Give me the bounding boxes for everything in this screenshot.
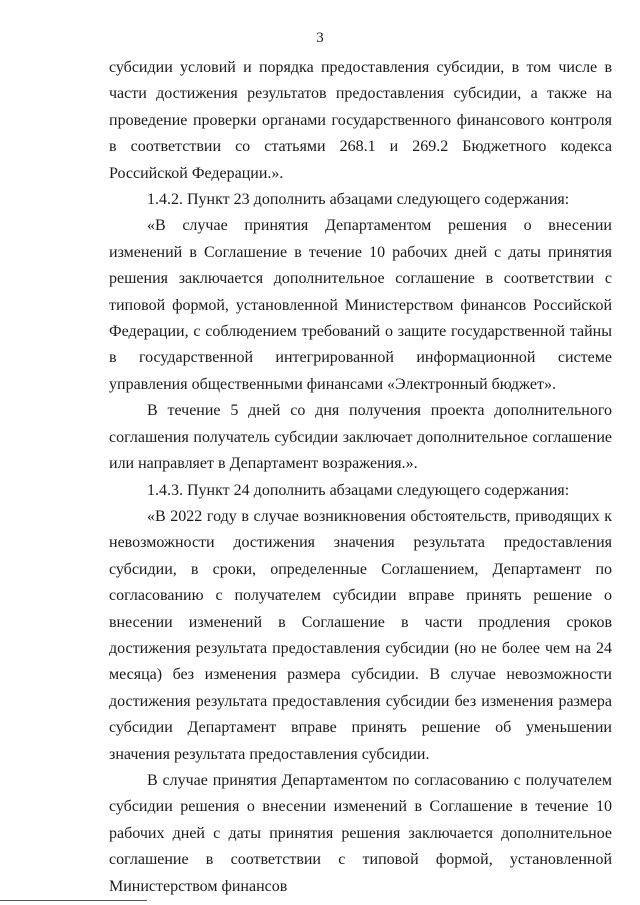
paragraph-clause-23-response: В течение 5 дней со дня получения проекта дополнительного соглашения получатель субсидии заключает дополнительное соглашение или направляет в Департамент возражения.». <box>109 402 612 473</box>
document-body <box>109 55 612 900</box>
footer-divider <box>0 900 147 901</box>
paragraph-quote-clause-23: «В случае принятия Департаментом решения о внесении изменений в Соглашение в течение 10 рабочих дней с даты принятия решения заключается дополнительное соглашение в соответствии с типовой формой, установленной Министерством финансов Российской Федерации, с соблюдением требований о защите государственной тайны в государственной интегрированной информационной системе управления общественными финансами «Электронный бюджет». <box>109 217 612 393</box>
page-number: 3 <box>316 30 324 46</box>
paragraph-item-1-4-3: 1.4.3. Пункт 24 дополнить абзацами следующего содержания: <box>147 481 570 499</box>
paragraph-quote-clause-24: «В 2022 году в случае возникновения обстоятельств, приводящих к невозможности достижения значения результата предоставления субсидии, в сроки, определенные Соглашением, Департамент по согласованию с получателем субсидии вправе принять решение о внесении изменений в Соглашение в части продления сроков достижения результата предоставления субсидии (но не более чем на 24 месяца) без изменения размера субсидии. В случае невозможности достижения результата предоставления субсидии без изменения размера субсидии Департамент вправе принять решение об уменьшении значения результата предоставления субсидии. <box>109 507 612 763</box>
paragraph-clause-24-agreement: В случае принятия Департаментом по согласованию с получателем субсидии решения о внесении изменений в Соглашение в течение 10 рабочих дней с даты принятия решения заключается дополнительное соглашение в соответствии с типовой формой, установленной Министерством финансов <box>109 771 612 895</box>
paragraph-continuation: субсидии условий и порядка предоставления субсидии, в том числе в части достижения результатов предоставления субсидии, а также на проведение проверки органами государственного финансового контроля в соответствии со статьями 268.1 и 269.2 Бюджетного кодекса Российской Федерации.». <box>109 59 612 182</box>
paragraph-item-1-4-2: 1.4.2. Пункт 23 дополнить абзацами следующего содержания: <box>147 191 570 209</box>
